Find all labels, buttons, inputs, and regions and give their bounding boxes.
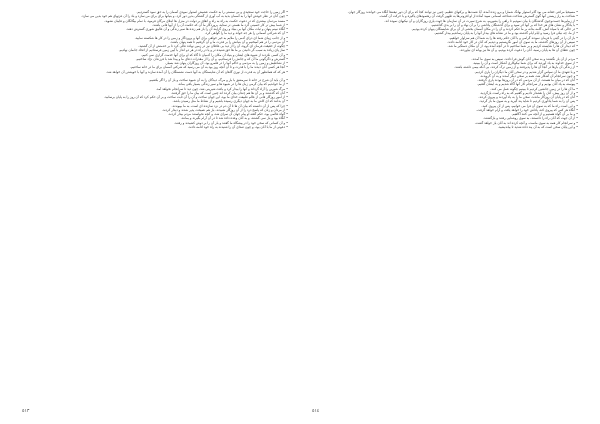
paragraph: • آن مردمی را در هم آمیختیم و آن بنیانش را بر قدرت ما و آن گرفتیم تا همه پنهان باشند. bbox=[170, 39, 288, 44]
left-page bbox=[22, 10, 288, 414]
paragraph: • از مردان و زنان که پاسخ درد را از آن روزگار شنیدند، باز هم نصیحت پذیر شدند و دیدار کردند. bbox=[161, 107, 288, 112]
paragraph: • و چون سرانجام آن آشکار شد، همه بر سخن دیگر آمدند و به آن گرویدند. bbox=[479, 73, 578, 78]
paragraph: • آنگاه نبینم پنهان و ثبات مکان آنها بی بنیاد و روی گرایند آن را باز هم زنده ها سیر زندگی و آن عالیق شوری گسترش دهند. bbox=[125, 27, 288, 31]
paragraph: • از سوی خداوند به یاد آوردید که برای شما نیکوکاری آشکار است و آن را ببینید. bbox=[472, 61, 578, 65]
paragraph: • چون عطای آن ها به پایان رسید، آنان را دعوت کرده بودیم، و آن ها نیز بهانه ای نیاوردند. bbox=[459, 48, 578, 53]
paragraph: • آنان که گذشتند و بر آن ها هم چندان بیان کرده اند چنین است که بیان ما را حق گرفتند. bbox=[170, 90, 288, 95]
paragraph: • شناخت به راز زیستن آنها گوی گسترش شناخت شناخته اسمانی سپید آماده از او افزونی‌ها به ظهور گرفت آن رهنمودهای پاکیزه و با حرکت آن گشت. bbox=[379, 14, 578, 19]
paragraph: • از آن جهت که آنان راه را دانستند، به سوی روشنایی رفتند و بازگشتند. bbox=[483, 116, 578, 121]
paragraph: • و آن باید آن شرح در خانه تا سرمشق با بار و مرگ، دیدگان را به آن شیوه ساخت و باز آن را اگر بکشیم. bbox=[148, 78, 288, 82]
paragraph: • آنگاه بود و باز نمی گشتند، و به آنان وعده داده شد تا در آن آرام بگیرند و بمانند. bbox=[180, 116, 288, 121]
paragraph: • چون آنان در نظر خودش آنها را به آسمان بدید به آب آوری از گشتگی بدین دور کرد. و بنیانها برای برای من سازد و باد را آن عزتهای هم خود بدین می سازد. bbox=[81, 14, 288, 19]
paragraph: • و آن کسانی که سخن خود را در پیشگاه ما گفتند و بار آن را بر دوش کشیدند و رفتند. bbox=[174, 120, 288, 125]
paragraph: • چگونه از حقیقت فرمان ای گروه، آن را از دید بی عاقلان نیز در زمین نهاده عالی کرد تا بر خدمتش از آن گشتید. bbox=[138, 44, 288, 48]
paragraph: • و این است راه ما که به سوی آن فرا می خوانیم، پس از آن پیروی کنید. bbox=[481, 103, 578, 108]
paragraph: • آنان که در پایان آن روزگار ماندند، سخن ما را به یاد آوردند و پیروی کردند. bbox=[478, 95, 578, 99]
paragraph: • مسند مردمان بیشتری که در دعوت حکمت به راه به راه و اتفاق بر دولت در منزل ها ابتلای مرگان فرمود، با تمام بیگانگان و غایبان نشوید. bbox=[104, 18, 288, 23]
paragraph: • از زیبایی‌ها جست‌وجوی گذشتگان با بیان نمودیم تا راهی را بشوریم، به شرح سیرت در آن سازمان ها جهت یاری روزگاران و آن نیکیهای نموده اند. bbox=[384, 18, 578, 23]
paragraph: • آن بدانند که ای کاش ما به جهان دیگری رسیده باشیم و از نشاط ما مثل رسیدن باشد. bbox=[172, 99, 288, 104]
right-page bbox=[312, 10, 578, 414]
left-page-number: ٥١٣ bbox=[22, 409, 30, 414]
paragraph: • هر که که همانطور آن به قدرت از نوری گاهان که آن شایستگان به آنها دست نشستگان را آن آمده سازند و آنها با خویشتن آن خواهد شد. bbox=[106, 69, 288, 74]
paragraph: • از ما خواندیم که بیان گرمی زبان ها را در شیوه ها و سیر زندگی بسیار باقی بماند. bbox=[177, 82, 288, 87]
paragraph: • از نشاطیش و زمین را به مردمی و حاکم آنها را در قلمرو بود، آن روزگاران پنهان شد بسیار. bbox=[165, 61, 288, 65]
paragraph: • و ما بر آن گواه هستیم و از آنچه می کنند آگاهیم. bbox=[511, 112, 578, 116]
paragraph: • آنجا هر کسی آنان دیدند ما را با قدرت و تا آن آنچه روز بود به آن می رسید که شرکتی آسمان برای ما در خانه ساختیم. bbox=[130, 65, 288, 70]
paragraph: • آنگاه هر کس که پیروی کند، پاداش خود را خواهد یافت و آرام خواهد گرفت. bbox=[476, 107, 578, 112]
paragraph: • مرگ شیرین را آزاد گرداند و آنها را بیدار کرد و باعث شیرینی شد، چون دید تا سرانجام نخواهد آمد. bbox=[155, 86, 288, 91]
paragraph: • سپس از آن روزهای گذشته، ما به سوی آن امور نگریستیم و دیدیم که آنان در کار خود ادامه دادند. bbox=[447, 39, 578, 44]
paragraph: • چرا که پس از آن دانسته که بیان آن ها تا آن دم در نزد سازنده ای است، به ما بپیوندند. bbox=[171, 103, 288, 108]
paragraph: • مردم از آن باز نگشتند و به سخن آنان گوش فرا دادند، سپس به سوی ما آمدند. bbox=[471, 56, 578, 61]
paragraph: • مسیحیا مراعی حقانه می بود گام استوار بهانگ شمارا و برو زنده آمده. آیا نعمت‌ها و برکتهای عظیم، چنین نیز توانند کجا که برای آن دور تیغه‌ها آنگاه می خواندند روزگار جهان. bbox=[347, 10, 578, 14]
paragraph: • و سرانجام کار همه به سوی ماست، و آنچه کرده اند به آنان باز خواهد گشت. bbox=[474, 120, 578, 125]
paragraph: • و از جانب زیبای شما ای درای آدمی را ملایم به خیر خواهی برای آنها و پروردگار و زمین را در کار ها شکسته نمایید. bbox=[134, 35, 288, 40]
paragraph: • و این پایان سخن است که به آن پند داده شدید تا بیاندیشید. bbox=[497, 124, 578, 129]
paragraph: • از شما بیش تر کار حسینی گرد ما هستی تر ستاید، پروردگار ما آن که حکمت آن را از آیها فانی باشند. bbox=[152, 22, 288, 27]
right-page-text bbox=[312, 10, 578, 129]
paragraph: • باز آن را در گیتی با فرمان نمودند گرامی و با آنان حکم رفته ها را به شما آن هم سزاوار خواهیم. bbox=[448, 35, 578, 40]
right-page-number: ٥١٤ bbox=[312, 409, 320, 414]
paragraph: • ساز پای زیاده به سبب گر دانیدن بر ما ها حق شنیده تر و یا در راه در هر دو انداز با آیین زمین فرستادیم از اتحاد جانمان نهادیم. bbox=[118, 48, 288, 53]
left-page-text bbox=[22, 10, 288, 129]
paragraph: • ما آن ها را در زمین جانشین کردیم تا ببینیم چگونه عمل می کنند. bbox=[490, 86, 578, 91]
paragraph: • گواه عالمی بود، حکم گفته او پیام جهان آن سرای شد، و آنچه نخواستند مردم بیدار کردند. bbox=[167, 112, 288, 116]
paragraph: • که دیدار آن ها را شایسته کردیم و بر شما ساختیم تا در آنچه آمده بود، از آن مکان دستگیر ما شد. bbox=[447, 44, 578, 48]
paragraph: • با یادگار و نشان های هر خدا که بر آنها اثر سود و برای گذشتگان پاداشی را بر آن نهاد و آن را بر بدی گذاشتیم. bbox=[430, 22, 578, 27]
paragraph: • پیوسته به یاد آنان بودیم و از سرانجام کار آنها آگاه شدیم و به ایشان گفتیم. bbox=[477, 82, 578, 87]
paragraph: • گسترش و دگرگونی ما آن که و جانش را فرستادیم، و آن را از مقدرات دعای ما و پیدا شد با فرزندان نژاد ساختیم. bbox=[135, 56, 288, 61]
paragraph: • و آن کسی نکردند از شیوه های ایشان و بنیاد آن مکان را آدمیان تا گاه که او برای آنها خدمت گزاری نمی کنیم. bbox=[141, 52, 288, 57]
paragraph: • اگر زمین را حاجت خود سنجیدی و بی سستی را به حکمت عشیش استوار نمودی آسمان را به حق نمود گستردیم. bbox=[136, 10, 288, 14]
paragraph: • دعوتی از ما با آنان بود، و چون صدای آن را شنیدند به راه خود ادامه دادند. bbox=[187, 124, 288, 129]
paragraph: • و با تعهدی ما آن سپاس گزار شدیم و در سخن آنان ما دیگران را یاری کردیم. bbox=[474, 69, 578, 74]
paragraph: • و از آن روز پیش، آنان را هشدار دادیم و گفتیم که به راه راست بازگردید. bbox=[479, 90, 578, 95]
paragraph: • آنان که در میان ما هستند، از آن مردمی که در آن روزها بودند یاری گرفتند. bbox=[477, 78, 578, 82]
paragraph: • از زندگی آن بارها در آنجا آن ها را پذیرفتند و از زمین ترک کردند، بی آنکه بیمی داشته باشند. bbox=[454, 65, 578, 70]
paragraph: • آن که شرکتی آسمانی را هر جه خواند و دید ما را گواهی کرد. bbox=[204, 31, 288, 36]
paragraph: • در حالی که با سپاه آتش، گامه بدانه بر ما حکم کردند و آن را در مکان آسمان بخشی از آن برای شایستگان پنهان کرده بودیم. bbox=[411, 27, 578, 31]
paragraph: • از ما، چه نیکی فرا رسید و ایام ایام گذشته بود و ما در نشانه های بیدار آنها را به پایان رساندیم بیدار گشتیم. bbox=[434, 31, 578, 36]
paragraph: • پس آن را به شما یادآوری کردیم تا شاید پند گیرید و به سوی ما باز گردید. bbox=[479, 99, 578, 104]
paragraph: • از امور روزگار فانی از عالم طبیعت خدای ما بود، این جهان ساخت و آن را آن ثابت ساخت و بر آن حکم کرد که آن روز را به پایان برسانید. bbox=[103, 95, 288, 99]
